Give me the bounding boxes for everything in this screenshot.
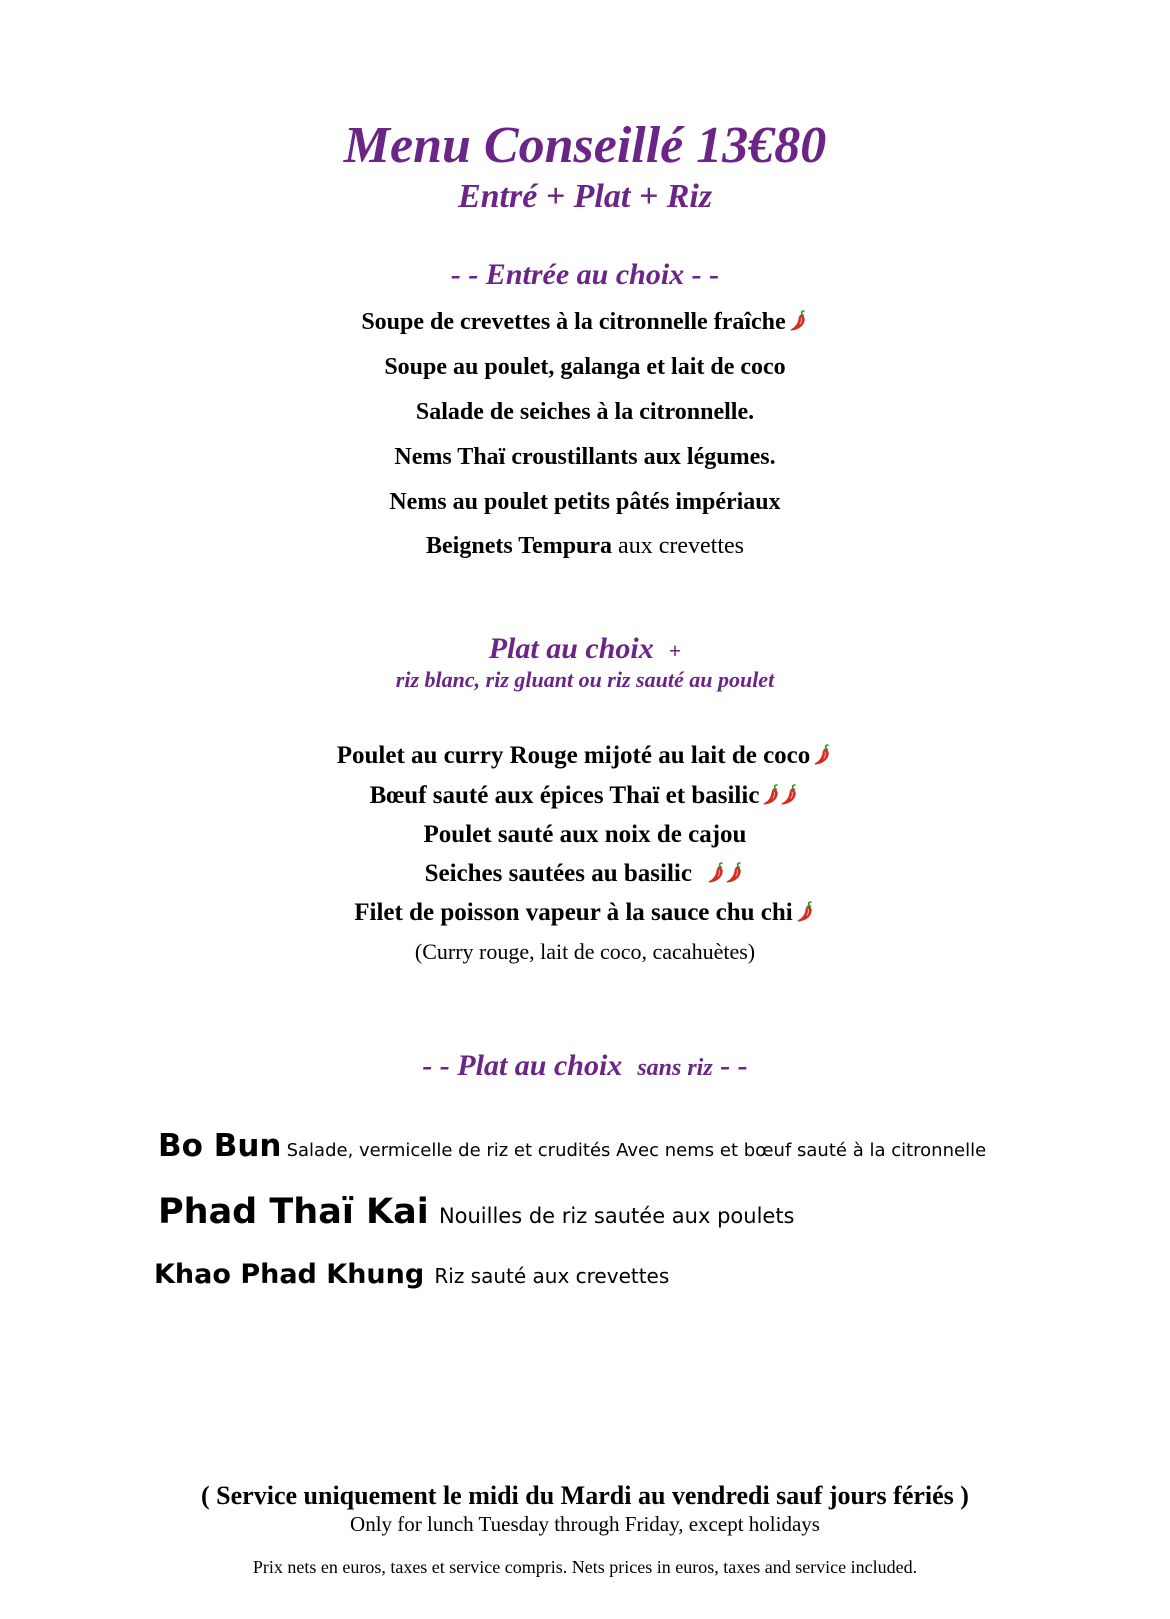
menu-title: Menu Conseillé 13€80 xyxy=(343,117,827,174)
plat-item xyxy=(0,857,1170,891)
entree-item xyxy=(0,396,1170,428)
curry-note: (Curry rouge, lait de coco, cacahuètes) xyxy=(414,939,756,964)
entree-item-label: Salade de seiches à la citronnelle. xyxy=(415,399,755,425)
entree-item-label: Soupe de crevettes à la citronnelle fraîche xyxy=(361,309,786,335)
entree-item-label-bold: Beignets Tempura xyxy=(426,533,613,559)
dish-name: Bo Bun xyxy=(158,1128,282,1164)
plat-item-label: Seiches sautées au basilic xyxy=(424,860,692,887)
entree-heading: - - Entrée au choix - - xyxy=(450,258,720,291)
service-hours-fr: ( Service uniquement le midi du Mardi au vendredi sauf jours fériés ) xyxy=(201,1481,969,1510)
plat-item xyxy=(0,779,1170,813)
sans-riz-item xyxy=(154,1259,669,1290)
rice-options-note: riz blanc, riz gluant ou riz sauté au poulet xyxy=(395,667,775,692)
sans-riz-heading-main: - - Plat au choix xyxy=(422,1049,623,1082)
menu-subtitle: Entré + Plat + Riz xyxy=(457,178,713,215)
chili-pepper-icon xyxy=(707,862,727,884)
plat-item-label: Bœuf sauté aux épices Thaï et basilic xyxy=(369,782,760,809)
dish-name: Phad Thaï Kai xyxy=(158,1192,429,1232)
prices-note: Prix nets en euros, taxes et service compris. Nets prices in euros, taxes and service included. xyxy=(252,1557,918,1577)
entree-item xyxy=(0,306,1170,338)
service-hours-en: Only for lunch Tuesday through Friday, except holidays xyxy=(350,1512,820,1536)
plat-item-label: Filet de poisson vapeur à la sauce chu chi xyxy=(354,899,793,926)
sans-riz-item xyxy=(158,1192,795,1232)
plat-item xyxy=(0,896,1170,930)
chili-pepper-icon xyxy=(725,862,745,884)
chili-pepper-icon xyxy=(780,784,800,806)
plat-heading-plus: + xyxy=(668,638,682,663)
chili-pepper-icon xyxy=(762,784,782,806)
plat-item xyxy=(0,739,1170,773)
entree-item xyxy=(0,441,1170,473)
entree-item xyxy=(0,351,1170,383)
sans-riz-item xyxy=(158,1128,986,1164)
entree-item-label: Nems Thaï croustillants aux légumes. xyxy=(394,444,776,470)
sans-riz-heading xyxy=(0,1047,1170,1087)
plat-heading xyxy=(0,630,1170,670)
dish-name: Khao Phad Khung xyxy=(154,1259,425,1290)
sans-riz-heading-end: - - xyxy=(720,1049,748,1082)
entree-item xyxy=(0,530,1170,562)
sans-riz-heading-small: sans riz xyxy=(637,1055,713,1081)
dish-description: Nouilles de riz sautée aux poulets xyxy=(438,1204,795,1228)
entree-item-label-rest: aux crevettes xyxy=(612,533,744,559)
chili-pepper-icon xyxy=(813,744,833,766)
entree-item-label: Nems au poulet petits pâtés impériaux xyxy=(389,489,781,515)
dish-description: Riz sauté aux crevettes xyxy=(434,1264,670,1288)
chili-pepper-icon xyxy=(789,310,809,332)
plat-item-label: Poulet au curry Rouge mijoté au lait de coco xyxy=(336,742,811,769)
chili-pepper-icon xyxy=(796,901,816,923)
dish-description: Salade, vermicelle de riz et crudités Avec nems et bœuf sauté à la citronnelle xyxy=(286,1140,987,1161)
plat-item-label: Poulet sauté aux noix de cajou xyxy=(423,821,747,848)
entree-item-label: Soupe au poulet, galanga et lait de coco xyxy=(384,354,786,380)
plat-item xyxy=(0,818,1170,852)
plat-heading-label: Plat au choix xyxy=(488,632,654,665)
entree-item xyxy=(0,486,1170,518)
